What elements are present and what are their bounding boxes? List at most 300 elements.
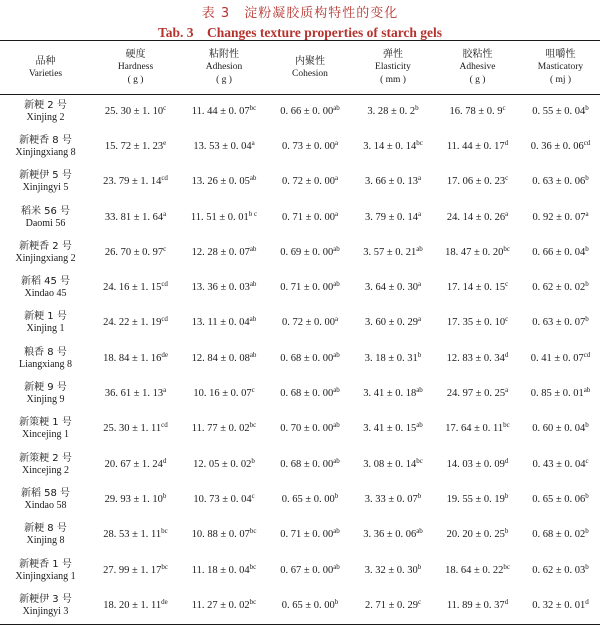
value-cell — [352, 447, 434, 482]
significance-letter: bc — [161, 562, 168, 571]
cell-value: 17. 64 ± 0. 11 — [445, 423, 504, 435]
significance-letter: b — [585, 421, 589, 430]
significance-letter: a — [417, 315, 422, 324]
cell-value: 3. 79 ± 0. 14 — [364, 211, 418, 223]
significance-letter: c — [251, 386, 255, 395]
cell-value: 11. 44 ± 0. 17 — [446, 140, 505, 152]
cell-value: 11. 77 ± 0. 02 — [191, 423, 250, 435]
cell-value: 0. 71 ± 0. 00 — [280, 282, 334, 294]
value-cell — [180, 518, 268, 553]
column-header-en: Masticatory — [537, 62, 584, 72]
cell-value: 19. 55 ± 0. 19 — [446, 493, 505, 505]
value-cell — [180, 94, 268, 129]
cell-value: 17. 35 ± 0. 10 — [446, 317, 506, 329]
cell-value: 28. 53 ± 1. 11 — [103, 529, 162, 541]
significance-letter: b — [417, 350, 422, 359]
cell-value: 18. 64 ± 0. 22 — [445, 564, 504, 576]
column-header-en: Hardness — [117, 62, 154, 72]
table-row — [0, 270, 600, 305]
significance-letter: cd — [583, 350, 591, 359]
table-row — [0, 306, 600, 341]
cell-value: 0. 92 ± 0. 07 — [532, 211, 586, 223]
significance-letter: a — [417, 174, 422, 183]
significance-letter: cd — [161, 315, 168, 324]
value-cell — [434, 165, 521, 200]
value-cell — [91, 270, 180, 305]
cell-value: 12. 28 ± 0. 07 — [191, 246, 250, 258]
significance-letter: b c — [248, 209, 258, 218]
value-cell — [521, 129, 600, 164]
value-cell — [91, 235, 180, 270]
cell-value: 0. 85 ± 0. 01 — [530, 388, 584, 400]
significance-letter: ab — [333, 562, 340, 571]
cell-value: 0. 65 ± 0. 00 — [281, 493, 335, 505]
cell-value: 10. 88 ± 0. 07 — [191, 529, 250, 541]
value-cell — [521, 270, 600, 305]
value-cell — [91, 129, 180, 164]
column-header-unit: ( mm ) — [380, 75, 406, 85]
variety-name-en: Liangxiang 8 — [18, 358, 73, 370]
cell-value: 0. 65 ± 0. 00 — [281, 599, 335, 611]
value-cell — [434, 412, 521, 447]
value-cell — [434, 482, 521, 517]
significance-letter: ab — [416, 527, 423, 536]
variety-cell — [0, 235, 91, 270]
significance-letter: a — [417, 280, 422, 289]
variety-name-en: Xinjingxiang 1 — [15, 570, 76, 582]
value-cell — [180, 341, 268, 376]
cell-value: 3. 33 ± 0. 07 — [364, 493, 418, 505]
significance-letter: bc — [249, 527, 257, 536]
value-cell — [521, 341, 600, 376]
value-cell — [180, 235, 268, 270]
value-cell — [352, 341, 434, 376]
variety-name-en: Xinjing 9 — [26, 394, 65, 406]
variety-name-en: Xinjing 8 — [26, 535, 65, 547]
significance-letter: ab — [333, 386, 340, 395]
table-row — [0, 341, 600, 376]
cell-value: 0. 70 ± 0. 00 — [280, 423, 334, 435]
value-cell — [352, 588, 434, 623]
significance-letter: a — [334, 209, 339, 218]
cell-value: 11. 44 ± 0. 07 — [191, 105, 250, 117]
value-cell — [434, 588, 521, 623]
table-row — [0, 482, 600, 517]
cell-value: 18. 84 ± 1. 16 — [103, 352, 162, 364]
value-cell — [352, 482, 434, 517]
significance-letter: c — [417, 597, 422, 606]
cell-value: 33. 81 ± 1. 64 — [104, 211, 164, 223]
variety-name-cn: 新稻 58 号 — [20, 487, 71, 499]
cell-value: 13. 53 ± 0. 04 — [193, 140, 252, 152]
cell-value: 27. 99 ± 1. 17 — [103, 564, 162, 576]
significance-letter: ab — [249, 315, 257, 324]
variety-name-en: Xinjing 2 — [26, 111, 65, 123]
column-header-unit: ( mj ) — [549, 75, 572, 85]
column-header — [521, 41, 600, 94]
variety-name-cn: 新粳 9 号 — [24, 382, 67, 394]
variety-cell — [0, 553, 91, 588]
significance-letter: c — [251, 491, 255, 500]
value-cell — [268, 94, 352, 129]
value-cell — [180, 270, 268, 305]
value-cell — [180, 447, 268, 482]
column-header-cn: 硬度 — [125, 49, 146, 60]
cell-value: 3. 66 ± 0. 13 — [364, 176, 418, 188]
significance-letter: c — [505, 280, 509, 289]
column-header — [0, 41, 91, 94]
cell-value: 10. 73 ± 0. 04 — [193, 493, 252, 505]
value-cell — [352, 306, 434, 341]
cell-value: 11. 18 ± 0. 04 — [191, 564, 250, 576]
variety-name-cn: 新粳香 8 号 — [19, 134, 72, 146]
value-cell — [268, 482, 352, 517]
cell-value: 3. 64 ± 0. 30 — [364, 282, 418, 294]
value-cell — [521, 518, 600, 553]
value-cell — [91, 518, 180, 553]
cell-value: 24. 14 ± 0. 26 — [446, 211, 506, 223]
value-cell — [352, 94, 434, 129]
significance-letter: ab — [583, 386, 591, 395]
variety-name-en: Xinjingyi 3 — [22, 605, 69, 617]
cell-value: 0. 62 ± 0. 03 — [532, 564, 586, 576]
significance-letter: b — [585, 527, 589, 536]
significance-letter: c — [585, 456, 589, 465]
value-cell — [434, 376, 521, 411]
value-cell — [521, 376, 600, 411]
cell-value: 17. 06 ± 0. 23 — [446, 176, 506, 188]
value-cell — [268, 518, 352, 553]
value-cell — [91, 94, 180, 129]
cell-value: 3. 41 ± 0. 18 — [363, 388, 417, 400]
table-caption-en: Tab. 3 Changes texture properties of starch gels — [157, 25, 443, 40]
value-cell — [180, 482, 268, 517]
significance-letter: a — [334, 174, 339, 183]
value-cell — [434, 235, 521, 270]
significance-letter: a — [505, 386, 509, 395]
significance-letter: c — [502, 103, 506, 112]
variety-cell — [0, 376, 91, 411]
texture-properties-table — [0, 41, 600, 623]
variety-name-en: Xinjingyi 5 — [22, 182, 69, 194]
significance-letter: b — [585, 280, 589, 289]
table-row — [0, 553, 600, 588]
cell-value: 13. 26 ± 0. 05 — [191, 176, 250, 188]
variety-cell — [0, 200, 91, 235]
significance-letter: bc — [249, 562, 257, 571]
column-header-cn: 弹性 — [383, 49, 403, 60]
variety-cell — [0, 129, 91, 164]
variety-cell — [0, 94, 91, 129]
table-row — [0, 412, 600, 447]
value-cell — [268, 553, 352, 588]
variety-name-cn: 新粳香 1 号 — [19, 558, 72, 570]
value-cell — [268, 306, 352, 341]
significance-letter: b — [504, 527, 509, 536]
value-cell — [521, 482, 600, 517]
variety-name-cn: 新粳伊 3 号 — [19, 593, 72, 605]
value-cell — [91, 482, 180, 517]
variety-name-cn: 粮香 8 号 — [24, 346, 67, 358]
significance-letter: d — [162, 456, 167, 465]
cell-value: 2. 71 ± 0. 29 — [364, 599, 418, 611]
cell-value: 0. 63 ± 0. 07 — [532, 317, 586, 329]
cell-value: 36. 61 ± 1. 13 — [104, 388, 164, 400]
value-cell — [91, 200, 180, 235]
cell-value: 10. 16 ± 0. 07 — [193, 388, 252, 400]
value-cell — [352, 165, 434, 200]
significance-letter: b — [585, 103, 589, 112]
variety-name-en: Xincejing 1 — [22, 429, 69, 441]
cell-value: 0. 68 ± 0. 00 — [280, 388, 334, 400]
significance-letter: b — [585, 562, 589, 571]
cell-value: 0. 41 ± 0. 07 — [530, 352, 584, 364]
significance-letter: a — [585, 209, 589, 218]
value-cell — [91, 553, 180, 588]
significance-letter: ab — [333, 244, 340, 253]
cell-value: 15. 72 ± 1. 23 — [104, 140, 164, 152]
bottom-rule — [0, 624, 600, 625]
value-cell — [352, 376, 434, 411]
table-row — [0, 129, 600, 164]
cell-value: 29. 93 ± 1. 10 — [104, 493, 163, 505]
table-row — [0, 200, 600, 235]
column-header-unit: ( g ) — [216, 75, 232, 85]
significance-letter: de — [161, 350, 168, 359]
value-cell — [521, 200, 600, 235]
significance-letter: b — [417, 562, 422, 571]
variety-name-en: Xinjing 1 — [26, 323, 65, 335]
value-cell — [91, 447, 180, 482]
significance-letter: d — [585, 597, 589, 606]
significance-letter: b — [162, 491, 167, 500]
column-header-unit: ( g ) — [127, 75, 144, 85]
significance-letter: d — [504, 597, 509, 606]
value-cell — [180, 553, 268, 588]
significance-letter: cd — [161, 280, 168, 289]
cell-value: 14. 03 ± 0. 09 — [446, 458, 505, 470]
table-row — [0, 165, 600, 200]
significance-letter: bc — [249, 597, 257, 606]
significance-letter: bc — [503, 562, 510, 571]
cell-value: 11. 27 ± 0. 02 — [191, 599, 250, 611]
cell-value: 0. 72 ± 0. 00 — [281, 176, 335, 188]
value-cell — [91, 341, 180, 376]
significance-letter: ab — [249, 174, 257, 183]
significance-letter: b — [585, 315, 589, 324]
variety-name-cn: 新策粳 2 号 — [19, 452, 72, 464]
cell-value: 3. 18 ± 0. 31 — [364, 352, 418, 364]
cell-value: 0. 68 ± 0. 02 — [532, 529, 586, 541]
significance-letter: bc — [503, 421, 510, 430]
value-cell — [268, 200, 352, 235]
significance-letter: ab — [333, 421, 340, 430]
column-header — [180, 41, 268, 94]
significance-letter: c — [163, 103, 167, 112]
value-cell — [434, 270, 521, 305]
variety-name-en: Xindao 45 — [24, 288, 67, 300]
cell-value: 11. 51 ± 0. 01 — [190, 211, 249, 223]
table-row — [0, 518, 600, 553]
value-cell — [91, 412, 180, 447]
variety-name-cn: 新粳香 2 号 — [19, 240, 72, 252]
variety-name-en: Daomi 56 — [25, 217, 66, 229]
cell-value: 13. 36 ± 0. 03 — [191, 282, 250, 294]
value-cell — [521, 235, 600, 270]
significance-letter: b — [334, 597, 339, 606]
table-row — [0, 94, 600, 129]
significance-letter: b — [415, 103, 419, 112]
table-row — [0, 447, 600, 482]
table-row — [0, 376, 600, 411]
column-header-unit: ( g ) — [469, 75, 486, 85]
value-cell — [521, 588, 600, 623]
significance-letter: a — [334, 315, 339, 324]
significance-letter: ab — [333, 456, 340, 465]
column-header-cn: 胶粘性 — [462, 49, 493, 60]
value-cell — [91, 306, 180, 341]
cell-value: 3. 57 ± 0. 21 — [363, 246, 417, 258]
value-cell — [521, 165, 600, 200]
cell-value: 12. 05 ± 0. 02 — [193, 458, 252, 470]
cell-value: 0. 66 ± 0. 04 — [532, 246, 586, 258]
value-cell — [91, 376, 180, 411]
significance-letter: de — [161, 597, 168, 606]
cell-value: 0. 71 ± 0. 00 — [280, 529, 334, 541]
significance-letter: ab — [333, 280, 340, 289]
variety-cell — [0, 518, 91, 553]
column-header-cn: 内聚性 — [295, 55, 325, 67]
value-cell — [352, 412, 434, 447]
significance-letter: c — [505, 315, 509, 324]
variety-name-cn: 新策粳 1 号 — [19, 417, 72, 429]
significance-letter: bc — [503, 244, 510, 253]
variety-name-cn: 新稻 45 号 — [20, 276, 71, 288]
significance-letter: b — [504, 491, 509, 500]
column-header — [434, 41, 521, 94]
value-cell — [180, 412, 268, 447]
variety-name-cn: 新粳伊 5 号 — [19, 170, 72, 182]
value-cell — [268, 129, 352, 164]
variety-cell — [0, 270, 91, 305]
significance-letter: ab — [249, 244, 257, 253]
value-cell — [434, 306, 521, 341]
cell-value: 25. 30 ± 1. 11 — [103, 423, 162, 435]
table-body — [0, 94, 600, 623]
variety-cell — [0, 165, 91, 200]
significance-letter: cd — [161, 421, 168, 430]
significance-letter: b — [585, 491, 589, 500]
cell-value: 0. 65 ± 0. 06 — [532, 493, 586, 505]
value-cell — [521, 447, 600, 482]
cell-value: 3. 60 ± 0. 29 — [364, 317, 418, 329]
column-header-en: Adhesive — [459, 62, 496, 72]
significance-letter: d — [504, 138, 509, 147]
cell-value: 24. 97 ± 0. 25 — [446, 388, 506, 400]
cell-value: 0. 63 ± 0. 06 — [532, 176, 586, 188]
column-header — [268, 41, 352, 94]
variety-cell — [0, 412, 91, 447]
cell-value: 24. 22 ± 1. 19 — [103, 317, 162, 329]
cell-value: 0. 66 ± 0. 00 — [280, 105, 334, 117]
value-cell — [268, 270, 352, 305]
cell-value: 12. 84 ± 0. 08 — [191, 352, 250, 364]
value-cell — [268, 235, 352, 270]
value-cell — [180, 200, 268, 235]
significance-letter: bc — [249, 103, 257, 112]
column-header-en: Elasticity — [375, 62, 411, 72]
column-header — [352, 41, 434, 94]
significance-letter: c — [505, 174, 509, 183]
cell-value: 0. 43 ± 0. 04 — [532, 458, 586, 470]
column-header-en: Cohesion — [292, 68, 328, 79]
significance-letter: bc — [416, 456, 423, 465]
significance-letter: ab — [416, 244, 423, 253]
value-cell — [434, 200, 521, 235]
significance-letter: ab — [333, 527, 340, 536]
table-row — [0, 235, 600, 270]
significance-letter: b — [417, 491, 422, 500]
significance-letter: b — [251, 456, 255, 465]
header-row — [0, 41, 600, 94]
significance-letter: b — [585, 244, 589, 253]
cell-value: 0. 72 ± 0. 00 — [281, 317, 335, 329]
value-cell — [268, 341, 352, 376]
cell-value: 0. 67 ± 0. 00 — [280, 564, 334, 576]
value-cell — [434, 518, 521, 553]
cell-value: 3. 32 ± 0. 30 — [364, 564, 418, 576]
variety-cell — [0, 588, 91, 623]
value-cell — [521, 94, 600, 129]
significance-letter: e — [163, 138, 167, 147]
column-header-en: Adhesion — [205, 62, 243, 72]
significance-letter: d — [504, 456, 509, 465]
cell-value: 0. 32 ± 0. 01 — [532, 599, 586, 611]
cell-value: 24. 16 ± 1. 15 — [103, 282, 162, 294]
significance-letter: bc — [249, 421, 257, 430]
cell-value: 0. 68 ± 0. 00 — [280, 352, 334, 364]
cell-value: 3. 28 ± 0. 2 — [367, 105, 416, 117]
cell-value: 20. 20 ± 0. 25 — [446, 529, 505, 541]
variety-cell — [0, 447, 91, 482]
value-cell — [180, 129, 268, 164]
significance-letter: a — [505, 209, 509, 218]
variety-name-en: Xinjingxiang 8 — [15, 146, 76, 158]
column-header-en: Varieties — [28, 68, 63, 79]
value-cell — [434, 447, 521, 482]
cell-value: 0. 69 ± 0. 00 — [280, 246, 334, 258]
cell-value: 17. 14 ± 0. 15 — [446, 282, 506, 294]
significance-letter: bc — [416, 138, 423, 147]
significance-letter: a — [334, 138, 339, 147]
cell-value: 3. 41 ± 0. 15 — [363, 423, 417, 435]
cell-value: 18. 47 ± 0. 20 — [445, 246, 504, 258]
cell-value: 12. 83 ± 0. 34 — [446, 352, 505, 364]
value-cell — [521, 553, 600, 588]
significance-letter: a — [417, 209, 422, 218]
value-cell — [352, 553, 434, 588]
cell-value: 18. 20 ± 1. 11 — [103, 599, 162, 611]
value-cell — [91, 588, 180, 623]
value-cell — [434, 341, 521, 376]
value-cell — [352, 200, 434, 235]
table-caption-cn: 表 3 淀粉凝胶质构特性的变化 — [201, 6, 399, 21]
significance-letter: ab — [333, 350, 340, 359]
significance-letter: a — [163, 386, 167, 395]
value-cell — [268, 588, 352, 623]
cell-value: 0. 73 ± 0. 00 — [281, 140, 335, 152]
significance-letter: ab — [249, 350, 257, 359]
